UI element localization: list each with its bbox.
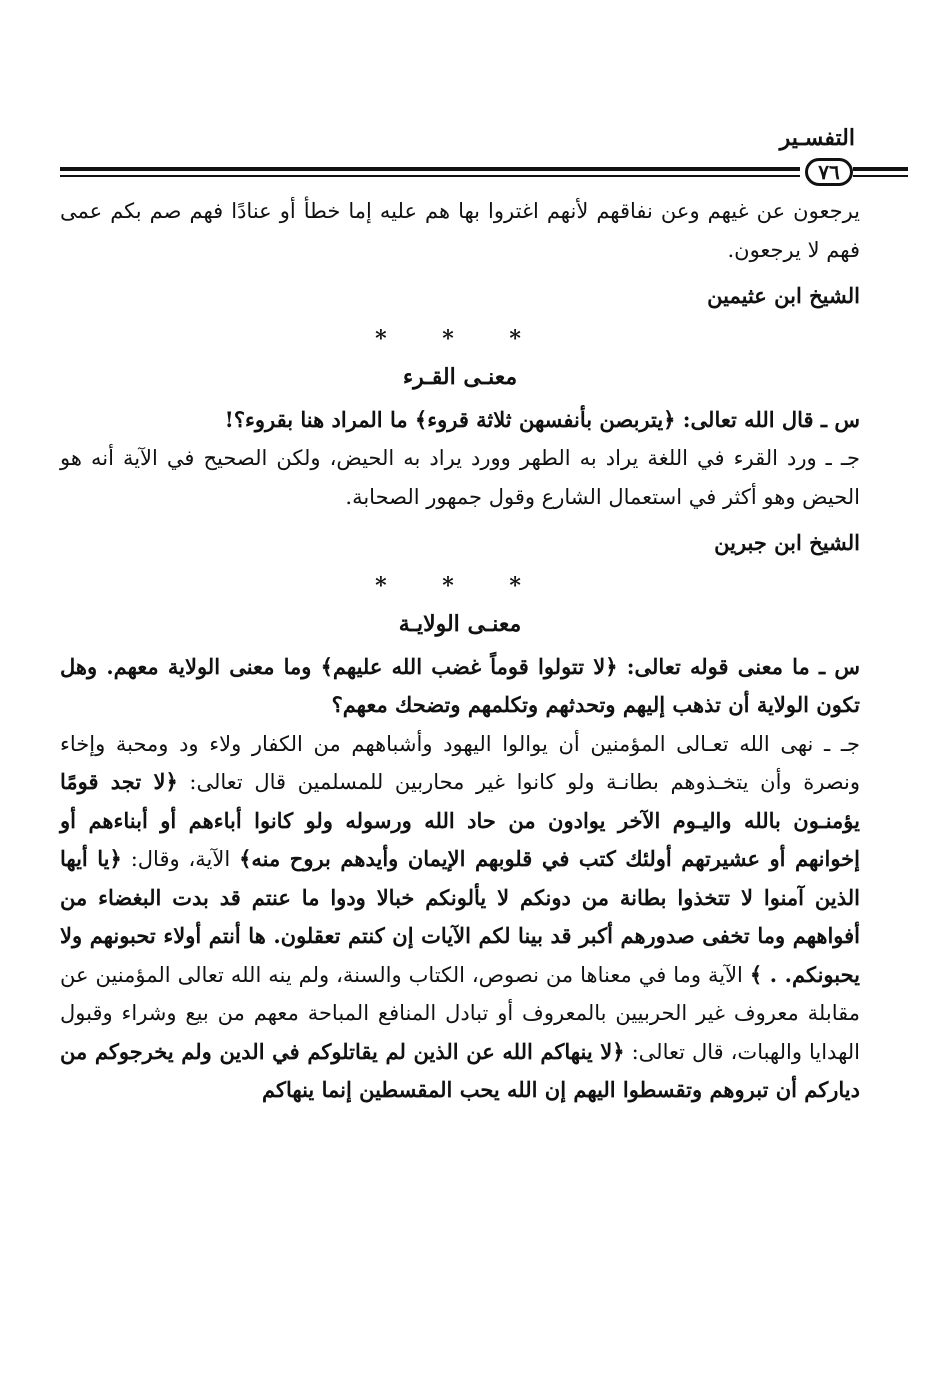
header-rule-thin [60, 175, 800, 177]
quran-verse: ﴿لا تجد قومًا يؤمنـون بالله واليـوم الآخر يوادون من حاد الله ورسوله ولو كانوا أباءهم أو أبناءهم أو إخوانهم أو عشيرتهم أولئك كتب في قلوبهم الإيمان وأيدهم بروح منه﴾ [60, 769, 860, 871]
header-rule-right-thin [853, 175, 908, 177]
attribution: الشيخ ابن عثيمين [707, 283, 860, 308]
answer [60, 725, 860, 1110]
quran-verse: ﴿لا ينهاكم الله عن الذين لم يقاتلوكم في الدين ولم يخرجوكم من دياركم أن تبروهم وتقسطوا اليهم إن الله يحب المقسطين إنما ينهاكم [60, 1038, 860, 1102]
answer-text: الآية، وقال: [121, 847, 240, 871]
question: س ـ قال الله تعالى: ﴿يتربصن بأنفسهن ثلاثة قروء﴾ ما المراد هنا بقروء؟! [224, 406, 860, 432]
section-heading: معنـى الولايـة [398, 611, 522, 637]
header-rule-right [853, 167, 908, 171]
answer-text: جـ ـ نهى الله تعـالى المؤمنين أن يوالوا اليهود وأشباههم من الكفار ولاء ود ومحبة وإخاء ونصرة وأن يتخـذوهم بطانـة ولو كانوا غير محاربين للمسلمين قال تعالى: [60, 731, 860, 794]
header-rule [60, 167, 800, 171]
section-divider: * * * [375, 325, 545, 352]
running-title: التفسـير [779, 125, 855, 151]
question: س ـ ما معنى قوله تعالى: ﴿لا تتولوا قوماً غضب الله عليهم﴾ وما معنى الولاية معهم. وهل تكون الولاية أن تذهب إليهم وتحدثهم وتكلمهم وتضحك معهم؟ [60, 653, 860, 717]
page-body [60, 192, 860, 1110]
page-header [60, 125, 855, 185]
page-number: ٧٦ [805, 158, 853, 186]
section-divider: * * * [375, 572, 545, 599]
attribution: الشيخ ابن جبرين [714, 530, 860, 555]
section-heading: معنـى القـرء [402, 364, 518, 390]
quran-verse: ﴿يا أيها الذين آمنوا لا تتخذوا بطانة من دونكم لا يألونكم خبالا ودوا ما عنتم قد بدت البغضاء من أفواههم وما تخفى صدورهم أكبر قد بينا لكم الآيات إن كنتم تعقلون. ها أنتم أولاء تحبونهم ولا يحبونكم. . ﴾ [60, 846, 860, 987]
paragraph-continuation: يرجعون عن غيهم وعن نفاقهم لأنهم اغتروا بها هم عليه إما خطأ أو عنادًا فهم صم بكم عمى فهم لا يرجعون. [60, 199, 860, 262]
answer-text: الآية وما في معناها من نصوص، الكتاب والسنة، ولم ينه الله تعالى المؤمنين عن مقابلة معروف غير الحربيين بالمعروف أو تبادل المنافع المباحة معهم من بيع وشراء وقبول الهدايا والهبات، قال تعالى: [60, 962, 860, 1064]
answer: جـ ـ ورد القرء في اللغة يراد به الطهر وورد يراد به الحيض، ولكن الصحيح في الآية أنه هو الحيض وهو أكثر في استعمال الشارع وقول جمهور الصحابة. [60, 446, 860, 509]
